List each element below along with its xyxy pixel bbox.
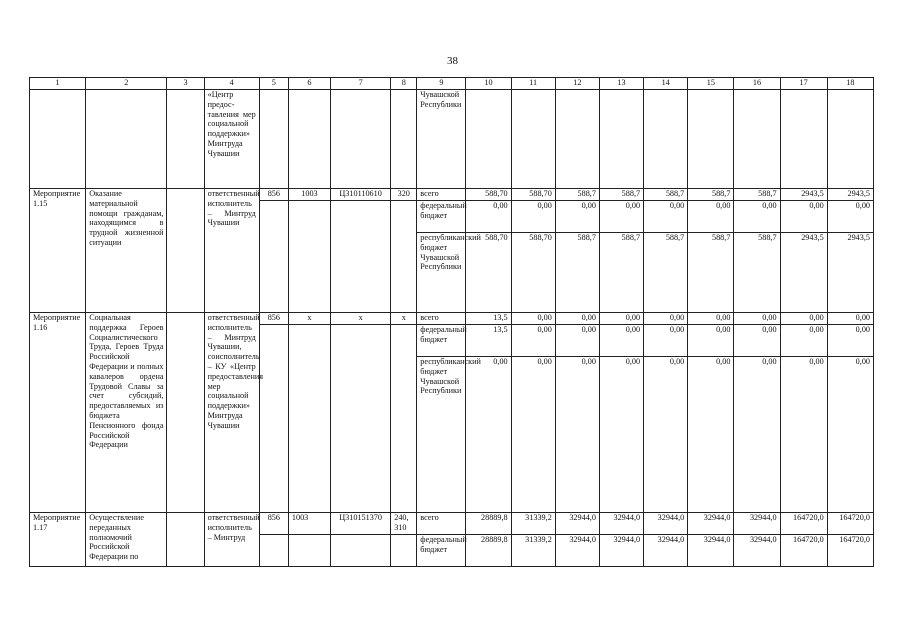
- table-row: [30, 513, 874, 535]
- value-cell: 164720,0: [780, 535, 827, 567]
- value-cell: 0,00: [599, 357, 643, 513]
- value-cell: 0,00: [644, 201, 688, 233]
- col-header: 2: [86, 78, 167, 90]
- code-csr: Ц310110610: [331, 189, 391, 201]
- table-row: [30, 189, 874, 201]
- value-cell: 0,00: [599, 325, 643, 357]
- value-cell: 588,70: [511, 233, 555, 313]
- value-cell: 0,00: [780, 325, 827, 357]
- col-header: 8: [391, 78, 417, 90]
- col-header: 13: [599, 78, 643, 90]
- source-label: федеральный бюджет: [417, 535, 466, 567]
- value-cell: 32944,0: [644, 513, 688, 535]
- value-cell: 0,00: [599, 313, 643, 325]
- value-cell: 0,00: [555, 325, 599, 357]
- value-cell: 32944,0: [555, 513, 599, 535]
- value-cell: 2943,5: [780, 233, 827, 313]
- value-cell: 588,7: [734, 189, 780, 201]
- value-cell: 2943,5: [780, 189, 827, 201]
- value-cell: 588,7: [599, 189, 643, 201]
- col-header: 9: [417, 78, 466, 90]
- value-cell: 0,00: [734, 201, 780, 233]
- value-cell: 0,00: [688, 325, 734, 357]
- code-csr: Ц310151370: [331, 513, 391, 535]
- value-cell: 588,7: [555, 189, 599, 201]
- col-header: 1: [30, 78, 86, 90]
- value-cell: 0,00: [466, 201, 511, 233]
- code-vr: х: [391, 313, 417, 325]
- value-cell: 588,7: [688, 233, 734, 313]
- value-cell: 2943,5: [827, 189, 873, 201]
- executor-cell: ответственный исполнитель – Минтруд: [204, 513, 259, 567]
- value-cell: 0,00: [644, 325, 688, 357]
- col-header: 17: [780, 78, 827, 90]
- code-csr: х: [331, 313, 391, 325]
- column-numbers-row: [30, 78, 874, 90]
- value-cell: 32944,0: [734, 513, 780, 535]
- value-cell: 32944,0: [644, 535, 688, 567]
- value-cell: 588,70: [466, 189, 511, 201]
- executor-cell: «Центр предос- тавления мер социальной поддержки» Минтруда Чувашии: [204, 90, 259, 189]
- measure-number: Мероприятие 1.17: [30, 513, 86, 567]
- value-cell: 588,7: [644, 189, 688, 201]
- value-cell: 0,00: [734, 357, 780, 513]
- value-cell: 588,7: [688, 189, 734, 201]
- budget-table: [29, 77, 874, 567]
- value-cell: 0,00: [555, 313, 599, 325]
- source-label: республиканский бюджет Чувашской Республики: [417, 357, 466, 513]
- code-rzpr: 1003: [288, 513, 330, 535]
- value-cell: 0,00: [827, 201, 873, 233]
- measure-number: Мероприятие 1.16: [30, 313, 86, 513]
- source-label: всего: [417, 513, 466, 535]
- source-label: всего: [417, 189, 466, 201]
- value-cell: 588,70: [466, 233, 511, 313]
- col-header: 10: [466, 78, 511, 90]
- code-rzpr: х: [288, 313, 330, 325]
- col-header: 18: [827, 78, 873, 90]
- measure-number: Мероприятие 1.15: [30, 189, 86, 313]
- value-cell: 0,00: [511, 325, 555, 357]
- value-cell: 32944,0: [599, 513, 643, 535]
- value-cell: 0,00: [688, 201, 734, 233]
- value-cell: 0,00: [688, 313, 734, 325]
- value-cell: 31339,2: [511, 535, 555, 567]
- value-cell: 32944,0: [734, 535, 780, 567]
- measure-name: Оказание материальной помощи гражданам, находящимся в трудной жизненной ситуации: [86, 189, 167, 313]
- col-header: 11: [511, 78, 555, 90]
- col-header: 5: [259, 78, 288, 90]
- code-vr: 320: [391, 189, 417, 201]
- value-cell: 32944,0: [688, 513, 734, 535]
- source-label: республиканский бюджет Чувашской Республики: [417, 233, 466, 313]
- value-cell: 0,00: [511, 313, 555, 325]
- value-cell: 13,5: [466, 325, 511, 357]
- measure-name: Осуществление переданных полномочий Российской Федерации по: [86, 513, 167, 567]
- value-cell: 588,70: [511, 189, 555, 201]
- value-cell: 31339,2: [511, 513, 555, 535]
- source-label: федеральный бюджет: [417, 325, 466, 357]
- measure-name: Социальная поддержка Героев Социалистического Труда, Героев Труда Российской Федерации и полных кавалеров ордена Трудовой Славы за счет субсидий, предоставляемых из бюджета Пенсионного фонда Российской Федерации: [86, 313, 167, 513]
- value-cell: 28889,8: [466, 513, 511, 535]
- value-cell: 164720,0: [827, 513, 873, 535]
- value-cell: 0,00: [644, 313, 688, 325]
- source-label: всего: [417, 313, 466, 325]
- col-header: 3: [167, 78, 204, 90]
- page-number: 38: [447, 55, 458, 67]
- value-cell: 0,00: [555, 201, 599, 233]
- value-cell: 2943,5: [827, 233, 873, 313]
- value-cell: 588,7: [555, 233, 599, 313]
- value-cell: 0,00: [827, 313, 873, 325]
- value-cell: 0,00: [734, 325, 780, 357]
- value-cell: 0,00: [734, 313, 780, 325]
- value-cell: 13,5: [466, 313, 511, 325]
- table-row: [30, 313, 874, 325]
- value-cell: 0,00: [780, 201, 827, 233]
- value-cell: 0,00: [511, 201, 555, 233]
- col-header: 6: [288, 78, 330, 90]
- value-cell: 0,00: [466, 357, 511, 513]
- value-cell: 32944,0: [599, 535, 643, 567]
- col-header: 4: [204, 78, 259, 90]
- code-rzpr: 1003: [288, 189, 330, 201]
- col-header: 7: [331, 78, 391, 90]
- col-header: 12: [555, 78, 599, 90]
- value-cell: 588,7: [644, 233, 688, 313]
- col-header: 15: [688, 78, 734, 90]
- value-cell: 0,00: [644, 357, 688, 513]
- value-cell: 164720,0: [780, 513, 827, 535]
- code-grbs: 856: [259, 189, 288, 201]
- executor-cell: ответственный исполнитель – Минтруд Чувашии, соисполнитель – КУ «Центр предоставления мер социальной поддержки» Минтруда Чувашии: [204, 313, 259, 513]
- code-grbs: 856: [259, 513, 288, 535]
- value-cell: 0,00: [780, 313, 827, 325]
- col-header: 14: [644, 78, 688, 90]
- continuation-row: [30, 90, 874, 189]
- col-header: 16: [734, 78, 780, 90]
- value-cell: 164720,0: [827, 535, 873, 567]
- value-cell: 0,00: [599, 201, 643, 233]
- code-grbs: 856: [259, 313, 288, 325]
- source-label: федеральный бюджет: [417, 201, 466, 233]
- value-cell: 0,00: [555, 357, 599, 513]
- value-cell: 0,00: [827, 325, 873, 357]
- value-cell: 32944,0: [688, 535, 734, 567]
- source-cell: Чувашской Республики: [417, 90, 466, 189]
- value-cell: 588,7: [734, 233, 780, 313]
- value-cell: 588,7: [599, 233, 643, 313]
- value-cell: 0,00: [511, 357, 555, 513]
- code-vr: 240, 310: [391, 513, 417, 535]
- executor-cell: ответственный исполнитель – Минтруд Чувашии: [204, 189, 259, 313]
- value-cell: 32944,0: [555, 535, 599, 567]
- value-cell: 28889,8: [466, 535, 511, 567]
- value-cell: 0,00: [688, 357, 734, 513]
- value-cell: 0,00: [827, 357, 873, 513]
- value-cell: 0,00: [780, 357, 827, 513]
